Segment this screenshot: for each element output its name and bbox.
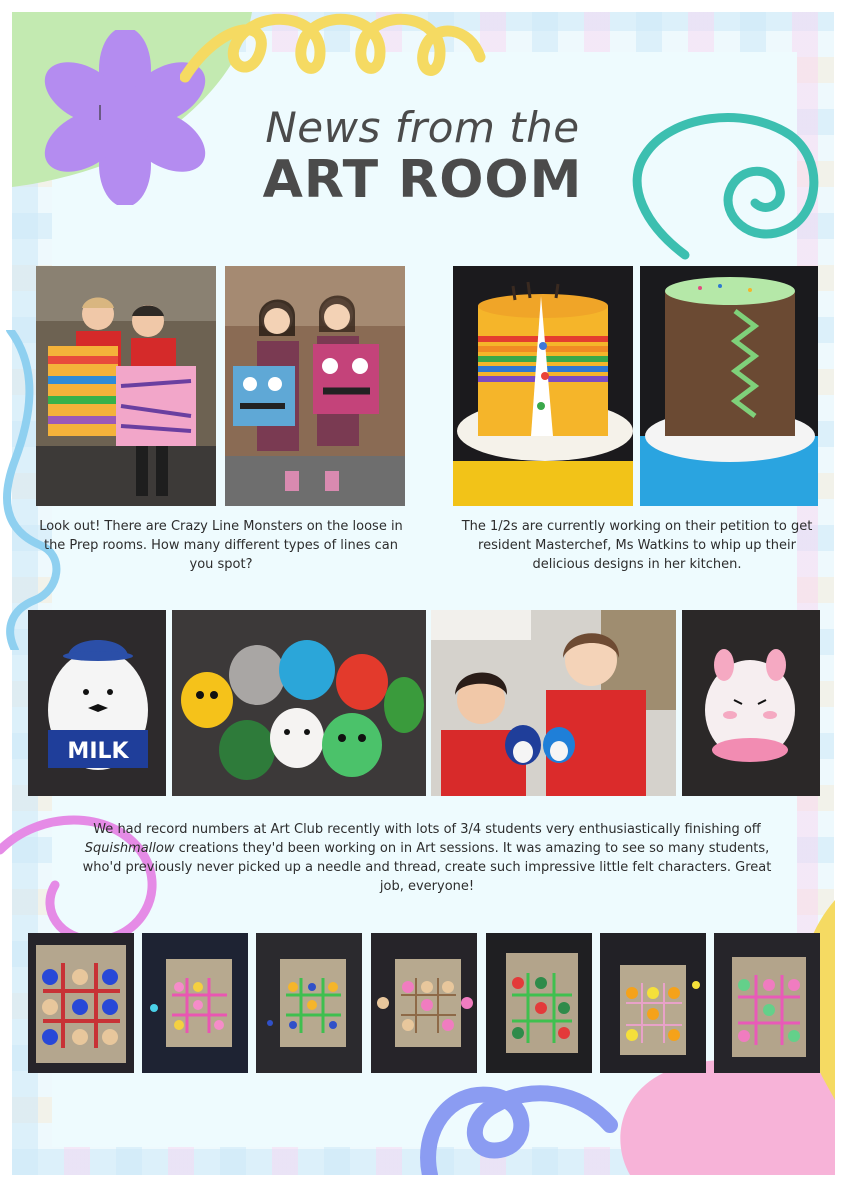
photo-milk-squishmallow	[28, 610, 166, 796]
photo-tictactoe-green	[256, 933, 362, 1073]
photo-tictactoe-pink	[142, 933, 248, 1073]
squishmallow-term: Squishmallow	[84, 841, 175, 856]
photo-tictactoe-orange	[600, 933, 706, 1073]
photo-squishmallow-group	[172, 610, 426, 796]
club-caption	[72, 820, 782, 896]
milk-label: MILK	[67, 739, 129, 764]
photo-cake-chocolate	[640, 266, 818, 506]
photo-tictactoe-strawberry	[486, 933, 592, 1073]
prep-caption: Look out! There are Crazy Line Monsters on the loose in the Prep rooms. How many different types of lines can you spot?	[39, 519, 403, 572]
yellow-swirl-decoration	[180, 12, 490, 112]
photo-students-squishmallows	[431, 610, 676, 796]
page-title: ART ROOM	[262, 150, 583, 210]
cake-caption: The 1/2s are currently working on their petition to get resident Masterchef, Ms Watkins to whip up their delicious designs in her kitchen.	[461, 519, 813, 572]
photo-prep-girls	[225, 266, 405, 506]
photo-tictactoe-mint	[714, 933, 820, 1073]
photo-tictactoe-blue	[28, 933, 134, 1073]
photo-cake-rainbow	[453, 266, 633, 506]
photo-tictactoe-donut	[371, 933, 477, 1073]
photo-prep-boys	[36, 266, 216, 506]
photo-bunny-squishmallow	[682, 610, 820, 796]
page-subtitle: News from the	[265, 103, 580, 152]
club-caption-part2: creations they'd been working on in Art sessions. It was amazing to see so many students, who'd previously never picked up a needle and thread, create such impressive little felt characters. Great job, everyone!	[82, 841, 772, 894]
club-caption-part1: We had record numbers at Art Club recently with lots of 3/4 students very enthusiastically finishing off	[93, 822, 761, 837]
